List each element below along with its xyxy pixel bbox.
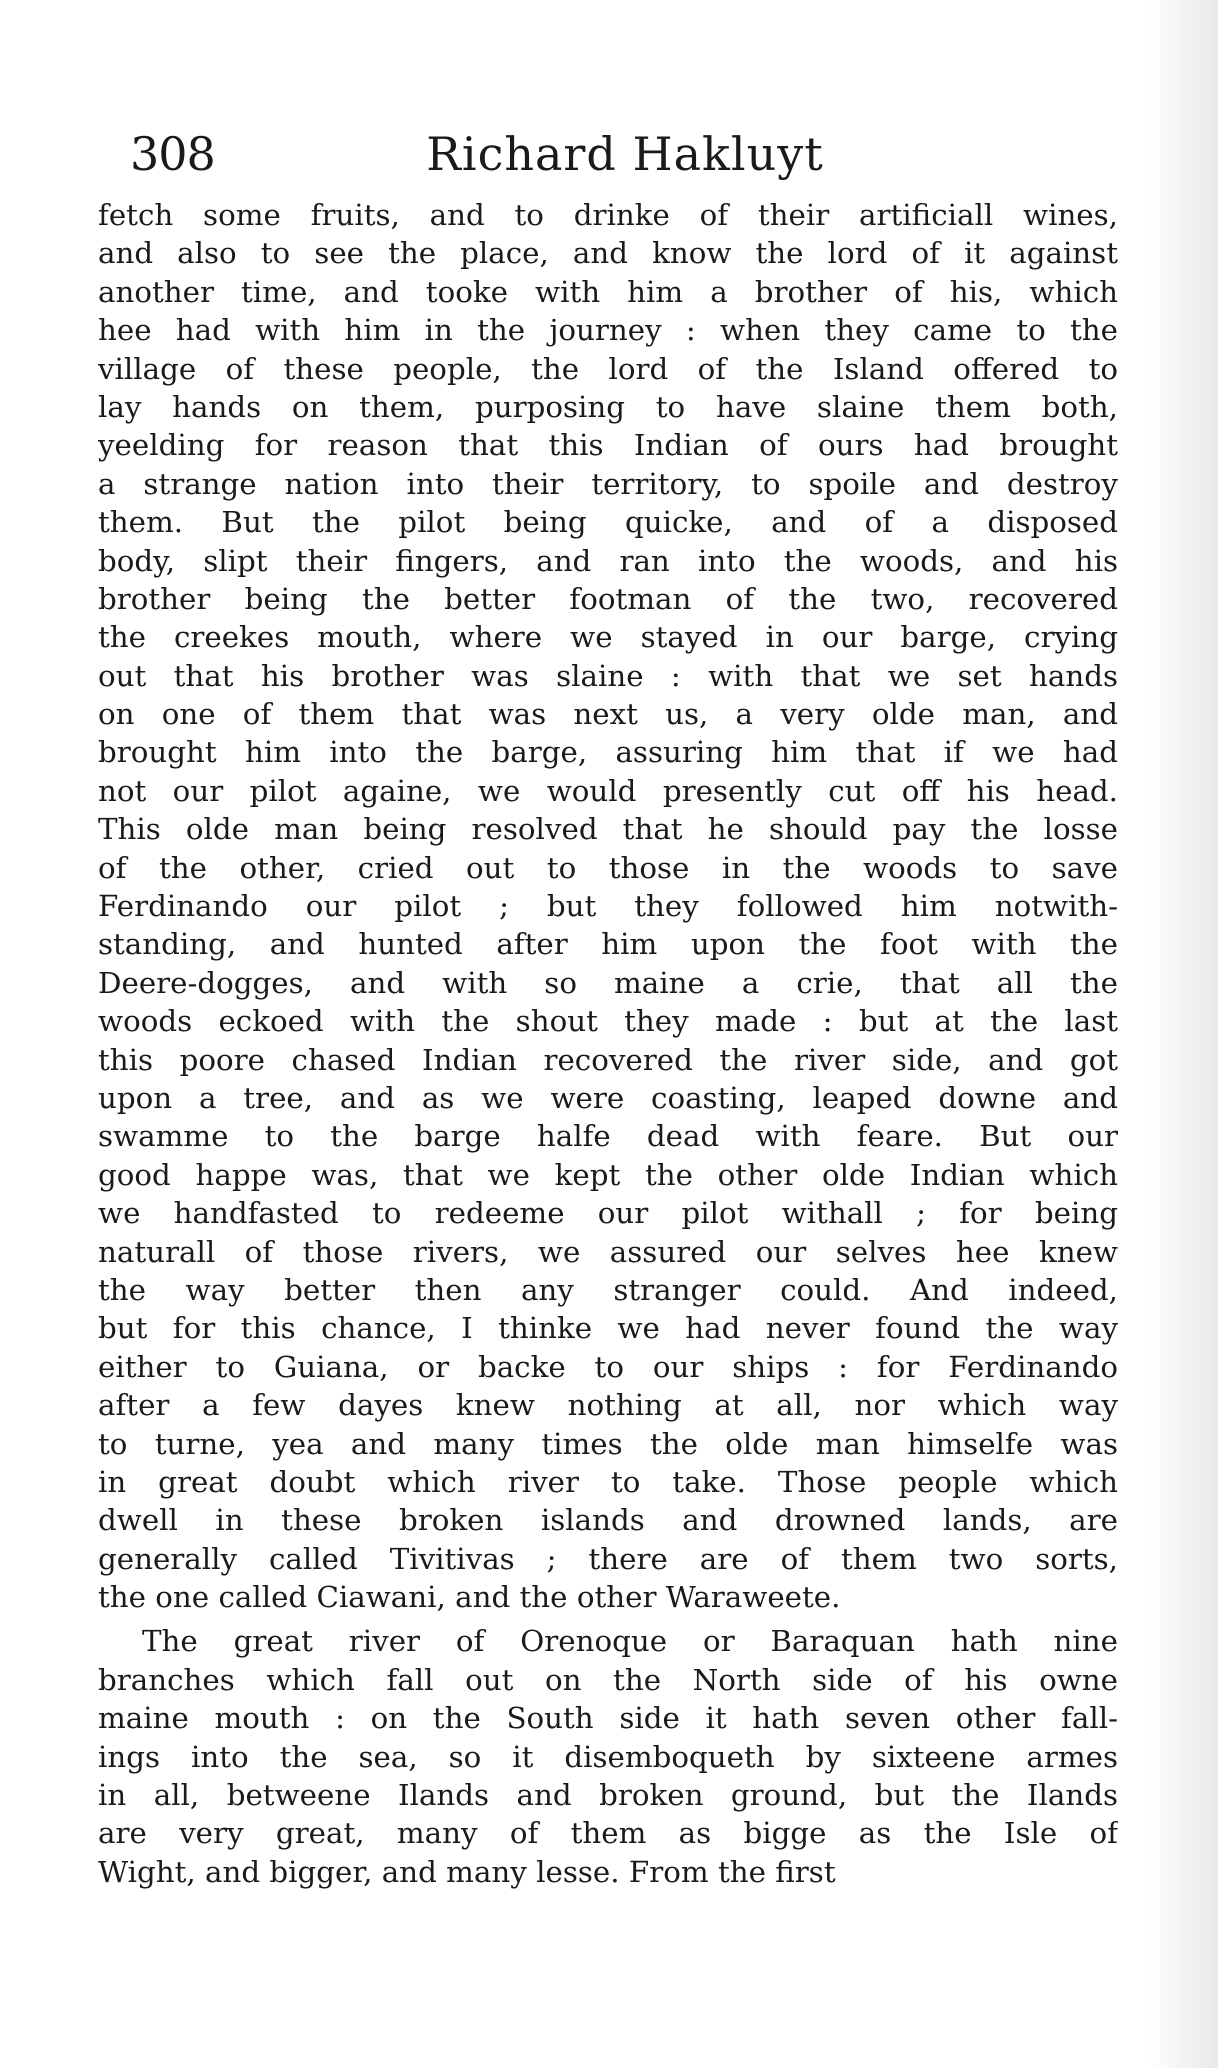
text-line: in all, betweene Ilands and broken ground, but the Ilands bbox=[98, 1778, 1118, 1813]
text-line: village of these people, the lord of the Island offered to bbox=[98, 351, 1118, 386]
text-line: hee had with him in the journey : when they came to the bbox=[98, 313, 1118, 348]
text-line: of the other, cried out to those in the woods to save bbox=[98, 850, 1118, 885]
text-line: them. But the pilot being quicke, and of a disposed bbox=[98, 505, 1118, 540]
text-line: standing, and hunted after him upon the foot with the bbox=[98, 927, 1118, 962]
page-header bbox=[130, 118, 1120, 190]
text-line: dwell in these broken islands and drowned lands, are bbox=[98, 1503, 1118, 1538]
text-line: after a few dayes knew nothing at all, nor which way bbox=[98, 1388, 1118, 1423]
text-line: fetch some fruits, and to drinke of their artificiall wines, bbox=[98, 198, 1118, 232]
text-line: out that his brother was slaine : with that we set hands bbox=[98, 658, 1118, 693]
text-line: ings into the sea, so it disemboqueth by sixteene armes bbox=[98, 1739, 1118, 1774]
text-line: a strange nation into their territory, to spoile and destroy bbox=[98, 466, 1118, 501]
text-line: this poore chased Indian recovered the river side, and got bbox=[98, 1042, 1118, 1077]
text-line: we handfasted to redeeme our pilot withall ; for being bbox=[98, 1196, 1118, 1231]
text-line: on one of them that was next us, a very olde man, and bbox=[98, 697, 1118, 732]
text-line: upon a tree, and as we were coasting, leaped downe and bbox=[98, 1080, 1118, 1115]
text-line: lay hands on them, purposing to have slaine them both, bbox=[98, 389, 1118, 424]
text-line: the creekes mouth, where we stayed in our barge, crying bbox=[98, 620, 1118, 655]
page-edge-shadow bbox=[1148, 0, 1218, 2068]
paragraph bbox=[98, 1622, 1118, 1891]
text-line: in great doubt which river to take. Those people which bbox=[98, 1464, 1118, 1499]
text-line: This olde man being resolved that he should pay the losse bbox=[98, 812, 1118, 847]
text-line: generally called Tivitivas ; there are of them two sorts, bbox=[98, 1541, 1118, 1576]
text-line: the way better then any stranger could. And indeed, bbox=[98, 1272, 1118, 1307]
text-line: swamme to the barge halfe dead with feare. But our bbox=[98, 1119, 1118, 1154]
text-line: the one called Ciawani, and the other Waraweete. bbox=[98, 1580, 841, 1615]
text-line: to turne, yea and many times the olde man himselfe was bbox=[98, 1426, 1118, 1461]
text-line: The great river of Orenoque or Baraquan hath nine bbox=[142, 1624, 1118, 1659]
text-line: naturall of those rivers, we assured our selves hee knew bbox=[98, 1234, 1118, 1269]
text-line: another time, and tooke with him a brother of his, which bbox=[98, 274, 1118, 309]
page-number: 308 bbox=[130, 127, 215, 181]
text-line: good happe was, that we kept the other olde Indian which bbox=[98, 1157, 1118, 1192]
text-line: body, slipt their fingers, and ran into the woods, and his bbox=[98, 543, 1118, 578]
text-line: brother being the better footman of the two, recovered bbox=[98, 581, 1118, 616]
text-line: not our pilot againe, we would presently cut off his head. bbox=[98, 773, 1118, 808]
text-line: yeelding for reason that this Indian of ours had brought bbox=[98, 428, 1118, 463]
text-line: branches which fall out on the North side of his owne bbox=[98, 1662, 1118, 1697]
text-line: are very great, many of them as bigge as the Isle of bbox=[98, 1816, 1118, 1851]
text-line: Deere-dogges, and with so maine a crie, that all the bbox=[98, 965, 1118, 1000]
paragraph bbox=[98, 196, 1118, 1616]
text-line: brought him into the barge, assuring him that if we had bbox=[98, 735, 1118, 770]
text-line: either to Guiana, or backe to our ships : for Ferdinando bbox=[98, 1349, 1118, 1384]
text-line: Wight, and bigger, and many lesse. From the first bbox=[98, 1854, 836, 1889]
text-line: and also to see the place, and know the lord of it against bbox=[98, 236, 1118, 271]
text-line: but for this chance, I thinke we had never found the way bbox=[98, 1311, 1118, 1346]
body-text bbox=[98, 196, 1118, 1891]
running-head: Richard Hakluyt bbox=[426, 127, 824, 181]
text-line: maine mouth : on the South side it hath seven other fall- bbox=[98, 1701, 1118, 1736]
text-line: woods eckoed with the shout they made : but at the last bbox=[98, 1004, 1118, 1039]
text-line: Ferdinando our pilot ; but they followed him notwith- bbox=[98, 889, 1118, 924]
